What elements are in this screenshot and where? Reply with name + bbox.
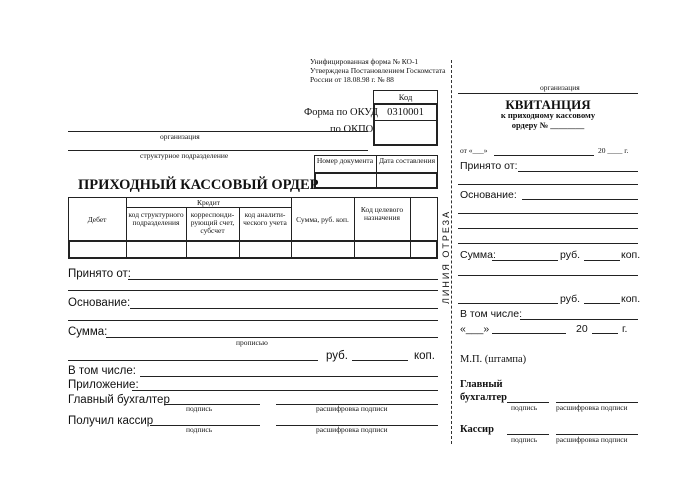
col-struct: код структурного подразделения [128,210,184,227]
v-tom-chisle-label: В том числе: [68,365,136,377]
receipt-rub-label: руб. [560,249,581,261]
accounting-values [68,240,438,259]
receipt-glavbuh-rasshifrovka: расшифровка подписи [556,403,628,412]
receipt-glavbuh-podpis: подпись [511,403,538,412]
glavbuh-rasshifrovka: расшифровка подписи [316,404,388,413]
receipt-subtitle-1: к приходному кассовому [500,110,596,120]
propisyu-caption: прописью [236,338,268,347]
receipt-summa-label: Сумма: [460,249,496,261]
osnovanie-line[interactable] [130,308,438,309]
prilozhenie-label: Приложение: [68,379,139,391]
form-line-3: России от 18.08.98 г. № 88 [310,75,394,84]
receipt-kop-label: коп. [621,249,641,261]
col-corr: корреспонди-рующий счет, субсчет [190,210,235,235]
receipt-glavbuh-2: бухгалтер [460,392,508,403]
prinyato-line[interactable] [128,279,438,280]
okud-label: Форма по ОКУД [304,107,378,118]
receipt-date2-open: «___» [460,323,490,335]
receipt-prinyato-line[interactable] [518,171,638,172]
summa-label: Сумма: [68,326,108,338]
prilozhenie-line[interactable] [132,390,438,391]
receipt-glavbuh-1: Главный [460,379,503,390]
col-debet: Дебет [87,215,107,224]
summa-line[interactable] [106,337,438,338]
receipt-date2-g: г. [622,323,628,335]
osnovanie-label: Основание: [68,297,131,309]
receipt-prinyato-label: Принято от: [460,160,518,172]
org-caption: организация [160,132,200,141]
col-analytic: код аналити-ческого учета [243,210,287,227]
okpo-label: по ОКПО [330,124,374,135]
kop-label: коп. [414,350,435,362]
order-title: ПРИХОДНЫЙ КАССОВЫЙ ОРДЕР [78,177,319,193]
kassir-podpis: подпись [186,425,213,434]
rub-label: руб. [326,350,348,362]
kod-label: Код [398,92,413,102]
receipt-osnovanie-label: Основание: [460,189,517,201]
receipt-mp: М.П. (штампа) [460,354,527,365]
docnum-header: Номер документа [316,156,374,165]
receipt-kassir-podpis: подпись [511,435,538,444]
cut-line [451,60,452,444]
form-line-1: Унифицированная форма № КО-1 [310,57,419,66]
prinyato-label: Принято от: [68,268,131,280]
receipt-v-tom-chisle-line[interactable] [520,319,638,320]
form-line-2: Утверждена Постановлением Госкомстата [310,66,446,75]
receipt-kassir: Кассир [460,424,494,435]
receipt-kop2-label: коп. [621,293,641,305]
receipt-title: КВИТАНЦИЯ [505,97,591,112]
docdate-header: Дата составления [378,156,436,165]
glavbuh-label: Главный бухгалтер [68,394,170,406]
receipt-rub2-label: руб. [560,293,581,305]
receipt-osnovanie-line[interactable] [522,199,638,200]
receipt-date2-year: 20 [576,323,588,335]
receipt-subtitle-2: ордеру № ________ [511,120,585,130]
receipt-date-from: от «___» [460,146,488,155]
col-purpose: Код целевого назначения [360,205,404,222]
kassir-rasshifrovka: расшифровка подписи [316,425,388,434]
kassir-label: Получил кассир [68,415,154,427]
glavbuh-podpis: подпись [186,404,213,413]
receipt-date-year: 20 ____ г. [598,146,629,155]
subdivision-caption: структурное подразделение [140,151,229,160]
docnum-values [314,172,438,189]
col-kredit: Кредит [196,198,221,207]
receipt-kassir-rasshifrovka: расшифровка подписи [556,435,628,444]
v-tom-chisle-line[interactable] [140,376,438,377]
okud-value: 0310001 [387,107,424,118]
col-sum: Сумма, руб. коп. [296,215,349,224]
cut-line-label: ЛИНИЯ ОТРЕЗА [441,209,451,304]
receipt-org-caption: организация [540,83,580,92]
receipt-v-tom-chisle: В том числе: [460,308,523,320]
